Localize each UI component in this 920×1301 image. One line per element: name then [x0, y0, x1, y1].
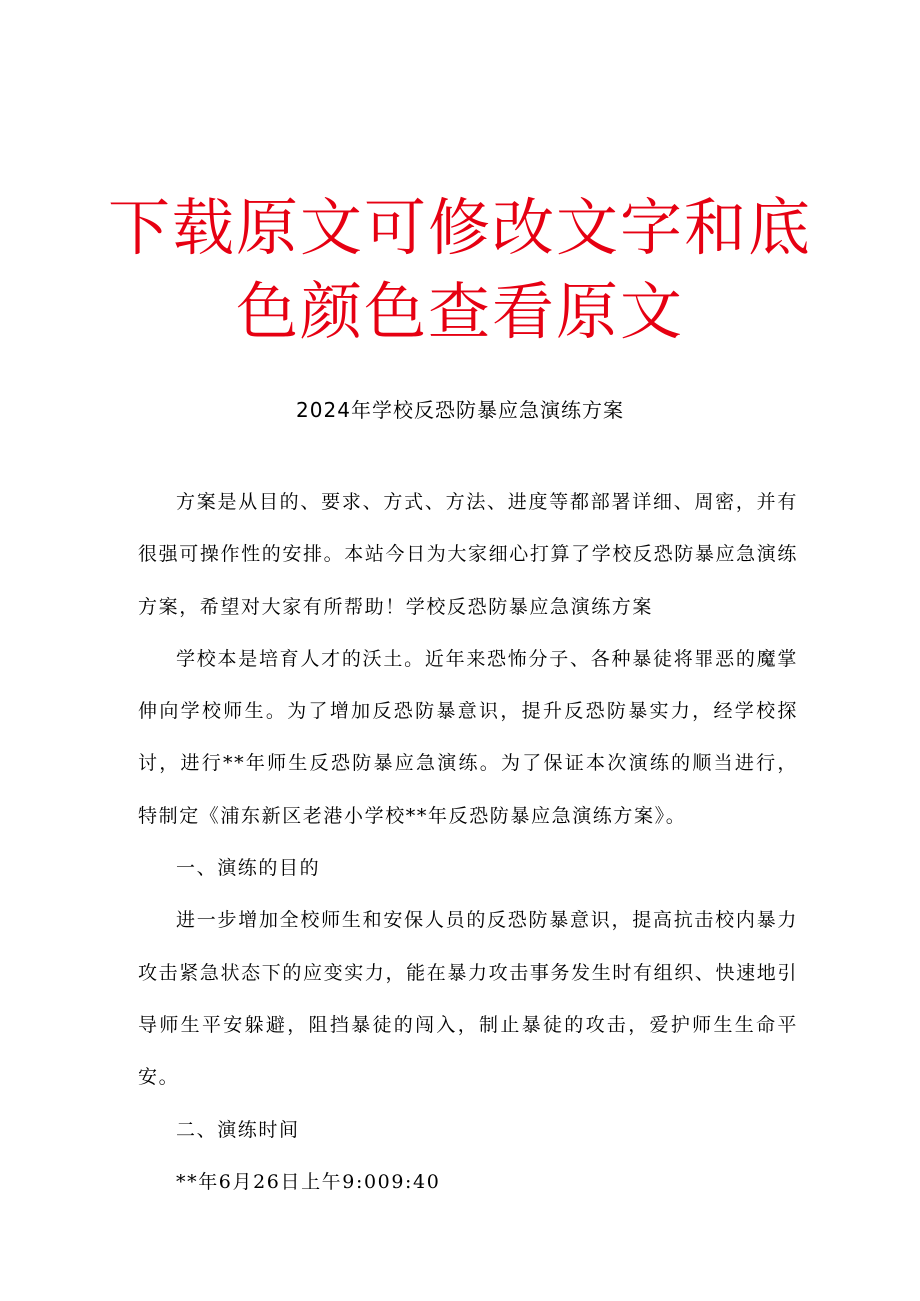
paragraph-time: **年6月26日上午9:009:40 — [176, 1170, 441, 1193]
paragraph-purpose: 进一步增加全校师生和安保人员的反恐防暴意识，提高抗击校内暴力攻击紧急状态下的应变实力，能在暴力攻击事务发生时有组织、快速地引导师生平安躲避，阻挡暴徒的闯入，制止暴徒的攻击，爱护师生生命平安。 — [138, 909, 798, 1089]
paragraph-intro: 方案是从目的、要求、方式、方法、进度等都部署详细、周密，并有很强可操作性的安排。本站今日为大家细心打算了学校反恐防暴应急演练方案，希望对大家有所帮助！学校反恐防暴应急演练方案 — [138, 491, 798, 618]
section-heading-time: 二、演练时间 — [176, 1118, 300, 1141]
red-banner-notice — [60, 186, 860, 354]
banner-line-1: 下载原文可修改文字和底 — [107, 191, 812, 264]
document-body — [138, 476, 798, 1208]
banner-line-2: 色颜色查看原文 — [235, 275, 684, 348]
paragraph-background: 学校本是培育人才的沃土。近年来恐怖分子、各种暴徒将罪恶的魔掌伸向学校师生。为了增加反恐防暴意识，提升反恐防暴实力，经学校探讨，进行**年师生反恐防暴应急演练。为了保证本次演练的顺当进行，特制定《浦东新区老港小学校**年反恐防暴应急演练方案》。 — [138, 647, 798, 827]
document-title: 2024年学校反恐防暴应急演练方案 — [296, 398, 624, 422]
section-heading-purpose: 一、演练的目的 — [176, 857, 321, 880]
